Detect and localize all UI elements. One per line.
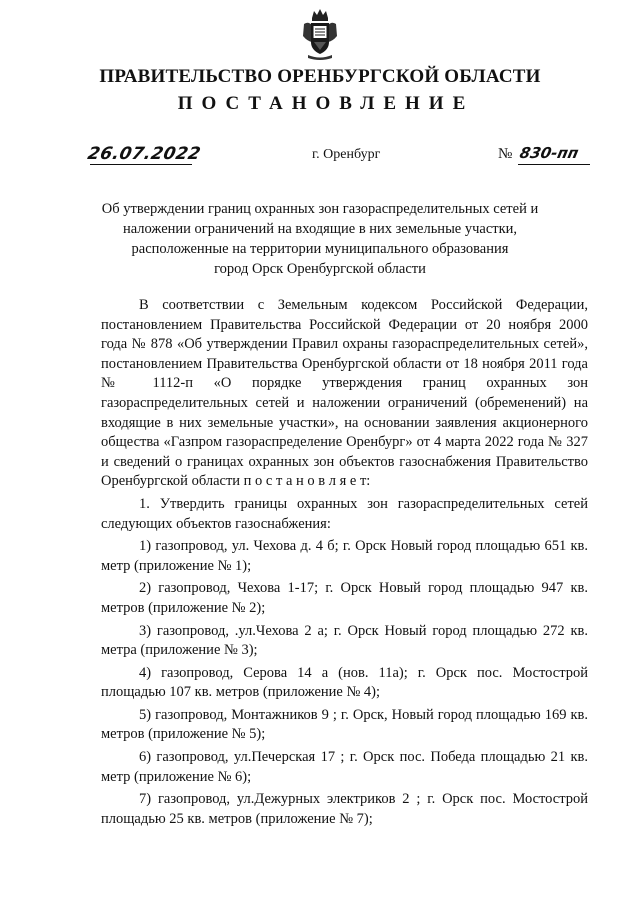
document-body [101, 296, 588, 829]
subject-line: Об утверждении границ охранных зон газораспределительных сетей и [101, 201, 539, 217]
subject-line: наложении ограничений на входящие в них земельные участки, [122, 221, 518, 237]
resolution-point-1: 1. Утвердить границы охранных зон газораспределительных сетей следующих объектов газоснабжения: [101, 495, 588, 532]
preamble-paragraph: В соответствии с Земельным кодексом Российской Федерации, постановлением Правительства Российской Федерации от 20 ноября 2000 года № 878 «Об утверждении Правил охраны газораспределительных сетей», постановлением Правительства Оренбургской области от 18 ноября 2011 года № 1112-п «О порядке утверждения границ охранных зон газораспределительных сетей и наложении ограничений (обременений) на входящие в них земельные участки», на основании заявления акционерного общества «Газпром газораспределение Оренбург» от 4 марта 2022 года № 327 и сведений о границах охранных зон объектов газоснабжения Правительство Оренбургской области п о с т а н о в л я е т: [101, 297, 588, 490]
list-item: 3) газопровод, .ул.Чехова 2 а; г. Орск Новый город площадью 272 кв. метра (приложение № 3); [101, 622, 588, 659]
list-item: 6) газопровод, ул.Печерская 17 ; г. Орск пос. Победа площадью 21 кв. метр (приложение № 6); [101, 749, 588, 785]
list-item: 5) газопровод, Монтажников 9 ; г. Орск, Новый город площадью 169 кв. метров (приложение № 5); [101, 706, 588, 743]
document-date: 26.07.2022 [85, 144, 203, 164]
document-number-label: № [498, 146, 513, 162]
government-title: ПРАВИТЕЛЬСТВО ОРЕНБУРГСКОЙ ОБЛАСТИ [99, 66, 541, 87]
number-underline [518, 164, 590, 165]
list-item: 4) газопровод, Серова 14 а (нов. 11а); г. Орск пос. Мостострой площадью 107 кв. метров (приложение № 4); [101, 664, 588, 701]
document-subject [100, 199, 540, 279]
document-type: ПОСТАНОВЛЕНИЕ [177, 93, 475, 114]
subject-line: расположенные на территории муниципального образования [131, 241, 509, 257]
subject-line: город Орск Оренбургской области [214, 261, 426, 277]
document-number: 830-пп [518, 144, 581, 162]
list-item: 7) газопровод, ул.Дежурных электриков 2 ; г. Орск пос. Мостострой площадью 25 кв. метров (приложение № 7); [101, 791, 588, 827]
document-meta [85, 144, 592, 168]
list-item: 2) газопровод, Чехова 1-17; г. Орск Новый город площадью 947 кв. метров (приложение № 2); [101, 580, 588, 616]
document-city: г. Оренбург [312, 147, 381, 162]
list-item: 1) газопровод, ул. Чехова д. 4 б; г. Орск Новый город площадью 651 кв. метр (приложение № 1); [101, 538, 588, 574]
oren-coat-of-arms-icon [300, 8, 340, 60]
date-underline [90, 164, 192, 165]
